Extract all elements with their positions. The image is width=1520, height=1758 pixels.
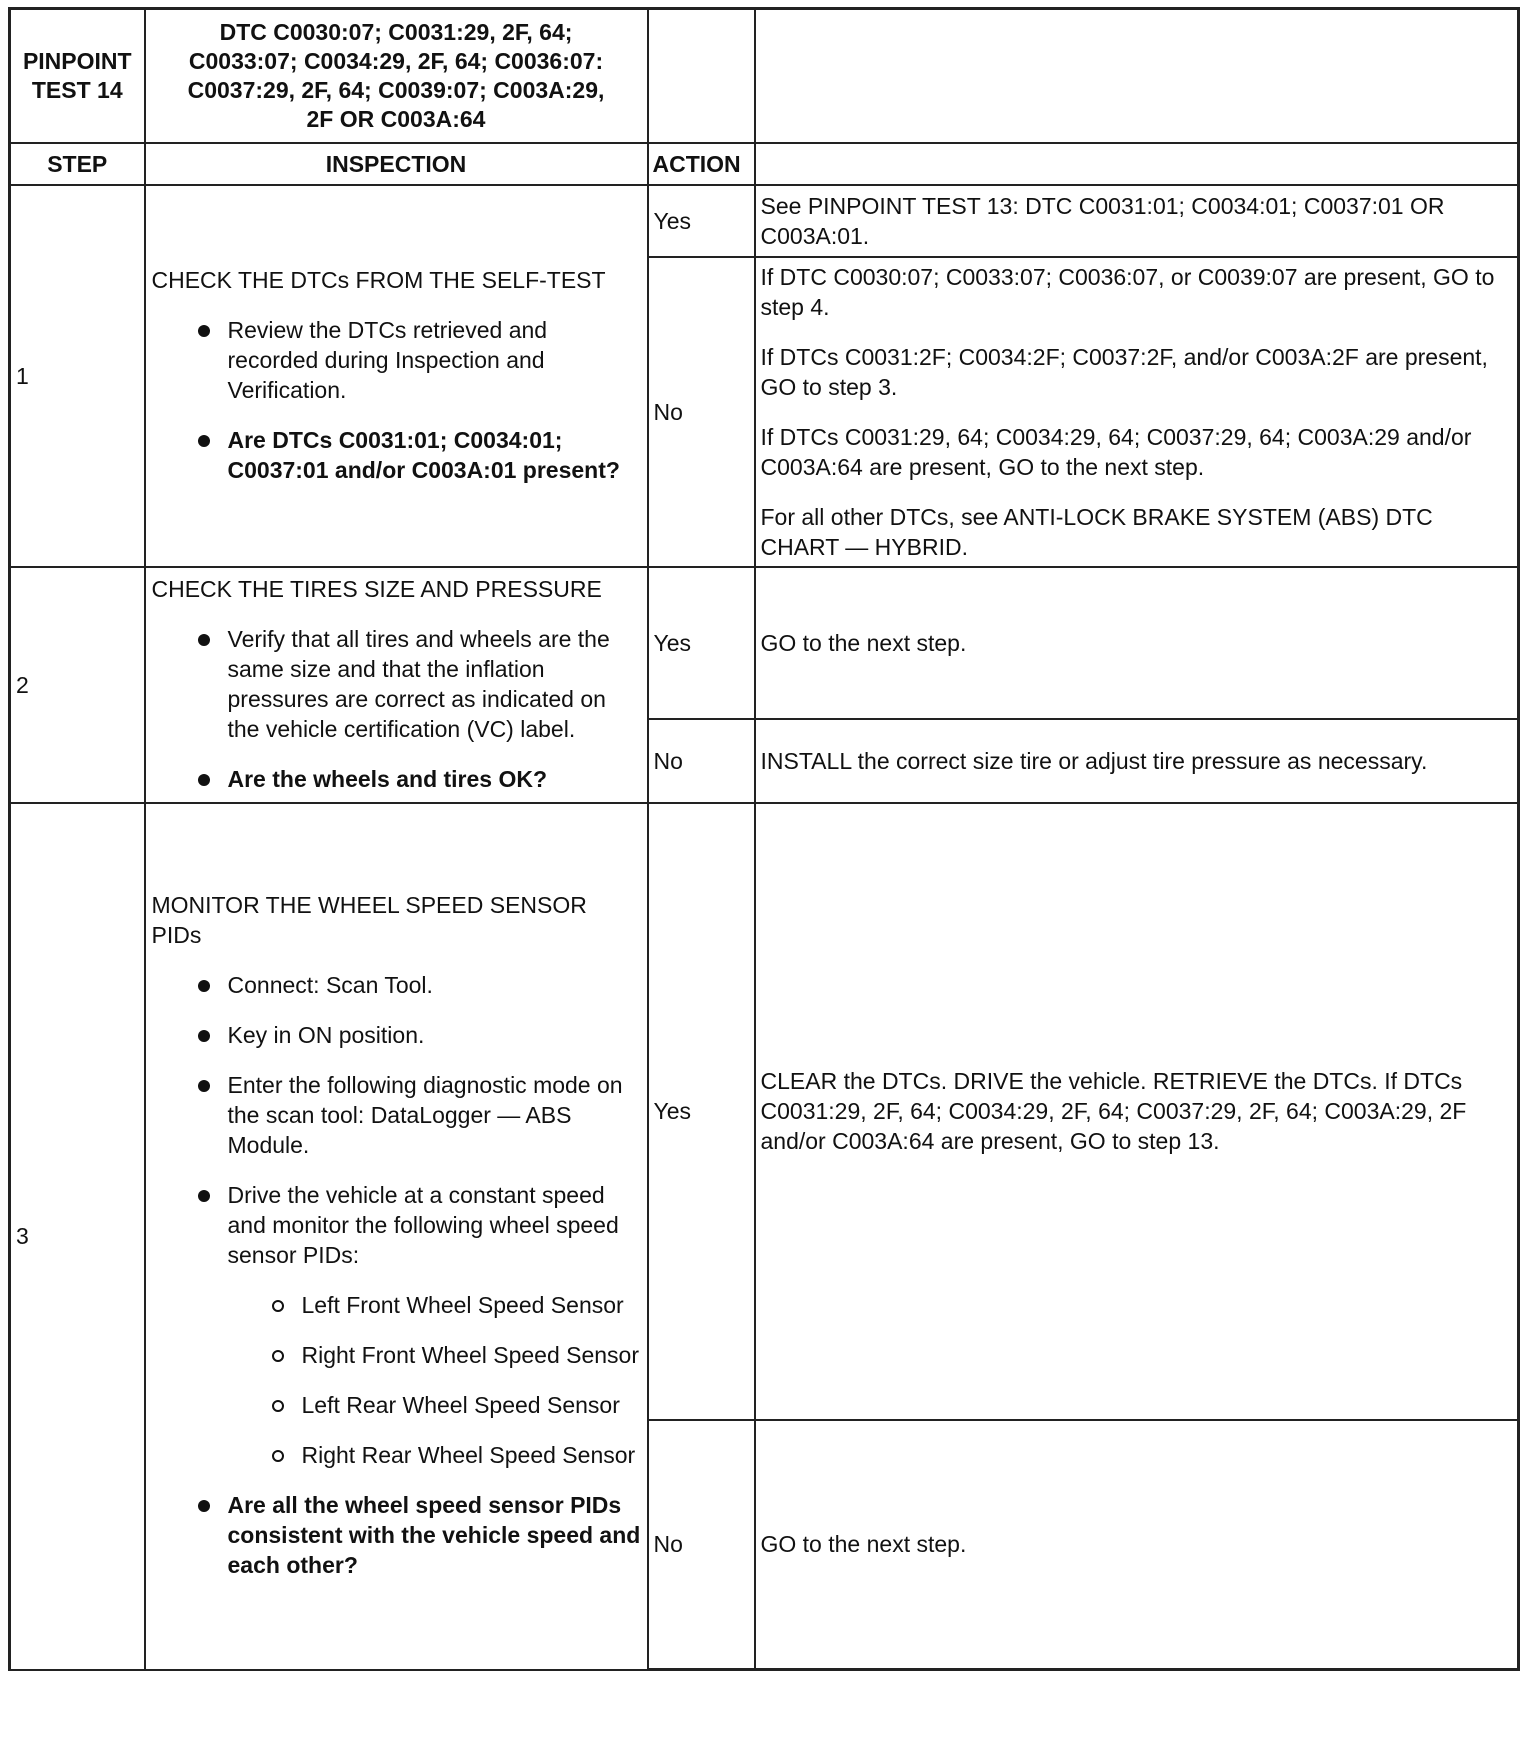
step-1-inspection [145,185,648,567]
step-3-yes-label: Yes [648,803,755,1420]
step-1-question: Are DTCs C0031:01; C0034:01; C0037:01 and/or C003A:01 present? [198,425,641,485]
dtc-line-1: DTC C0030:07; C0031:29, 2F, 64; [219,18,573,45]
list-item: Key in ON position. [198,1020,641,1050]
test-label-line2: TEST 14 [31,76,123,103]
step-3-number: 3 [10,803,145,1670]
list-item-text: Drive the vehicle at a constant speed and monitor the following wheel speed sensor PIDs: [227,1182,619,1268]
step-1-no-action-3: If DTCs C0031:29, 64; C0034:29, 64; C0037:29, 64; C003A:29 and/or C003A:64 are present, GO to the next step. [760,423,1472,480]
sub-list-item: Right Front Wheel Speed Sensor [272,1340,641,1370]
column-header-row [10,143,1519,185]
step-3-inspection [145,803,648,1670]
list-item: Review the DTCs retrieved and recorded during Inspection and Verification. [198,315,641,405]
step-1-yes-row [10,185,1519,257]
step-1-yes-label: Yes [648,185,755,257]
test-label-cell [10,9,145,143]
test-label-line1: PINPOINT [22,47,132,74]
sub-list-item: Left Rear Wheel Speed Sensor [272,1390,641,1420]
step-3-bullets [152,970,641,1580]
pinpoint-test-table [8,7,1520,1671]
step-3-title: MONITOR THE WHEEL SPEED SENSOR PIDs [151,892,587,948]
inspection-column-header: INSPECTION [145,143,648,185]
step-3-yes-row [10,803,1519,1420]
dtc-line-2: C0033:07; C0034:29, 2F, 64; C0036:07: [188,47,604,74]
step-2-question: Are the wheels and tires OK? [198,764,641,794]
step-3-no-action: GO to the next step. [755,1420,1519,1670]
title-blank-cell-wide [755,9,1519,143]
step-3-question: Are all the wheel speed sensor PIDs consistent with the vehicle speed and each other? [198,1490,641,1580]
step-2-bullets [152,624,641,794]
step-1-no-action-1: If DTC C0030:07; C0033:07; C0036:07, or C0039:07 are present, GO to step 4. [760,263,1495,320]
step-2-number: 2 [10,567,145,803]
step-2-title: CHECK THE TIRES SIZE AND PRESSURE [151,575,602,602]
wheel-speed-sensor-list [228,1290,641,1470]
step-1-title: CHECK THE DTCs FROM THE SELF-TEST [151,266,606,293]
step-2-yes-label: Yes [648,567,755,719]
list-item: Connect: Scan Tool. [198,970,641,1000]
step-1-no-actions [755,257,1519,567]
step-1-no-label: No [648,257,755,567]
dtc-line-4: 2F OR C003A:64 [306,105,486,132]
step-1-bullets [152,315,641,485]
step-1-yes-action: See PINPOINT TEST 13: DTC C0031:01; C0034:01; C0037:01 OR C003A:01. [755,185,1519,257]
step-2-inspection [145,567,648,803]
title-row [10,9,1519,143]
title-blank-cell [648,9,755,143]
step-2-yes-action: GO to the next step. [755,567,1519,719]
step-3-yes-action: CLEAR the DTCs. DRIVE the vehicle. RETRIEVE the DTCs. If DTCs C0031:29, 2F, 64; C0034:29, 2F, 64; C0037:29, 2F, 64; C003A:29, 2F and/or C003A:64 are present, GO to step 13. [755,803,1519,1420]
action-column-header: ACTION [648,143,755,185]
step-1-number: 1 [10,185,145,567]
step-2-yes-row [10,567,1519,719]
step-1-no-action-2: If DTCs C0031:2F; C0034:2F; C0037:2F, and/or C003A:2F are present, GO to step 3. [760,343,1488,400]
step-1-no-action-4: For all other DTCs, see ANTI-LOCK BRAKE SYSTEM (ABS) DTC CHART — HYBRID. [760,503,1433,560]
dtc-line-3: C0037:29, 2F, 64; C0039:07; C003A:29, [187,76,605,103]
action-detail-header [755,143,1519,185]
list-item: Verify that all tires and wheels are the same size and that the inflation pressures are correct as indicated on the vehicle certification (VC) label. [198,624,641,744]
step-2-no-action: INSTALL the correct size tire or adjust tire pressure as necessary. [755,719,1519,803]
list-item: Enter the following diagnostic mode on the scan tool: DataLogger — ABS Module. [198,1070,641,1160]
step-column-header: STEP [10,143,145,185]
step-3-no-label: No [648,1420,755,1670]
sub-list-item: Right Rear Wheel Speed Sensor [272,1440,641,1470]
list-item-with-sublist [198,1180,641,1470]
pinpoint-test-sheet [8,7,1520,1671]
step-2-no-label: No [648,719,755,803]
dtc-list-cell [145,9,648,143]
sub-list-item: Left Front Wheel Speed Sensor [272,1290,641,1320]
